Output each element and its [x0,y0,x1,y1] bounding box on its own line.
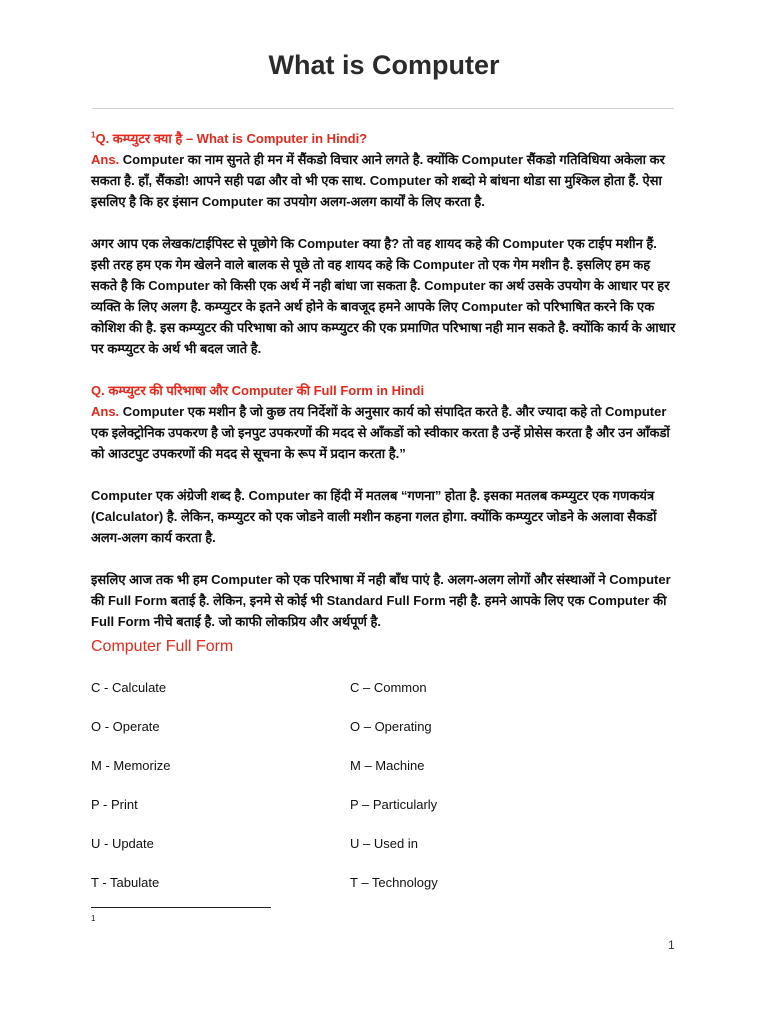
full-form-heading: Computer Full Form [91,638,234,655]
full-form-right: P – Particularly [350,797,438,812]
full-form-right: O – Operating [350,719,432,734]
full-form-right: M – Machine [350,758,425,773]
page-number: 1 [668,938,675,952]
footnote-marker: 1 [91,914,96,923]
paragraph-3: इसलिए आज तक भी हम Computer को एक परिभाषा में नही बाँध पाएं है. अलग-अलग लोगों और संस्थाओं ने Computer की Full Form बताई है. लेकिन, इनमे से कोई भी Standard Full Form नही है. हमने आपके लिए एक Computer की Full Form नीचे बताई है. जो काफी लोकप्रिय और अर्थपूर्ण है. [91,572,671,629]
full-form-row [91,680,591,719]
full-form-right: U – Used in [350,836,418,851]
page-title: What is Computer [268,50,500,80]
title-divider [92,108,674,109]
full-form-left: T - Tabulate [91,875,160,890]
full-form-row [91,758,591,797]
full-form-row [91,836,591,875]
full-form-left: C - Calculate [91,680,167,695]
full-form-left: O - Operate [91,719,160,734]
question-2: Q. कम्प्युटर की परिभाषा और Computer की Full Form in Hindi [91,383,425,398]
full-form-left: P - Print [91,797,138,812]
answer-1-label: Ans. [91,152,120,167]
question-1 [91,131,367,146]
full-form-right: T – Technology [350,875,438,890]
full-form-row [91,875,591,914]
answer-2-text: Computer एक मशीन है जो कुछ तय निर्देशों के अनुसार कार्य को संपादित करते है. और ज्यादा कहे तो Computer एक इलेक्ट्रोनिक उपकरण है जो इनपुट उपकरणों की मदद से आँकडों को स्वीकार करता है उन्हें प्रोसेस करता है और उन आँकडों को आउटपुट उपकरणों की मदद से सूचना के रूप में प्रदान करता है.” [91,404,670,461]
paragraph-2: Computer एक अंग्रेजी शब्द है. Computer का हिंदी में मतलब “गणना” होता है. इसका मतलब कम्प्युटर एक गणकयंत्र (Calculator) है. लेकिन, कम्प्युटर को एक जोडने वाली मशीन कहना गलत होगा. क्योंकि कम्प्युटर जोडने के अलावा सैकडों अलग-अलग कार्य करता है. [91,488,657,545]
question-1-block [91,128,677,212]
document-body [91,128,677,653]
full-form-row [91,797,591,836]
footnote-reference[interactable]: 1 [91,130,96,140]
full-form-list [91,680,591,914]
full-form-row [91,719,591,758]
question-2-block [91,380,677,464]
answer-2-label: Ans. [91,404,120,419]
footnote-separator [91,907,271,908]
full-form-right: C – Common [350,680,427,695]
paragraph-1: अगर आप एक लेखक/टाईपिस्ट से पूछोगे कि Computer क्या है? तो वह शायद कहे की Computer एक टाईप मशीन हैं. इसी तरह हम एक गेम खेलने वाले बालक से पूछे तो वह शायद कहे कि Computer तो एक गेम मशीन है. इसलिए हम कह सकते है कि Computer को किसी एक अर्थ में नही बांधा जा सकता है. Computer का अर्थ उसके उपयोग के आधार पर हर व्यक्ति के लिए अलग है. कम्प्युटर के इतने अर्थ होने के बावजूद हमने आपके लिए Computer को परिभाषित करने कि एक कोशिश की है. इस कम्प्युटर की परिभाषा को आप कम्प्युटर की एक प्रमाणित परिभाषा नही मान सकते है. क्योंकि कार्य के आधार पर कम्प्युटर के अर्थ भी बदल जाते है. [91,236,676,356]
question-1-text: Q. कम्प्युटर क्या है – What is Computer in Hindi? [95,131,368,146]
full-form-left: M - Memorize [91,758,171,773]
answer-1-text: Computer का नाम सुनते ही मन में सैंकडो विचार आने लगते है. क्योंकि Computer सैंकडो गतिविधिया अकेला कर सकता है. हाँ, सैंकडो! आपने सही पढा और वो भी एक साथ. Computer को शब्दो मे बांधना थोडा सा मुश्किल होता हैं. ऐसा इसलिए है कि हर इंसान Computer का उपयोग अलग-अलग कार्यों के लिए करता है. [91,152,665,209]
full-form-left: U - Update [91,836,154,851]
